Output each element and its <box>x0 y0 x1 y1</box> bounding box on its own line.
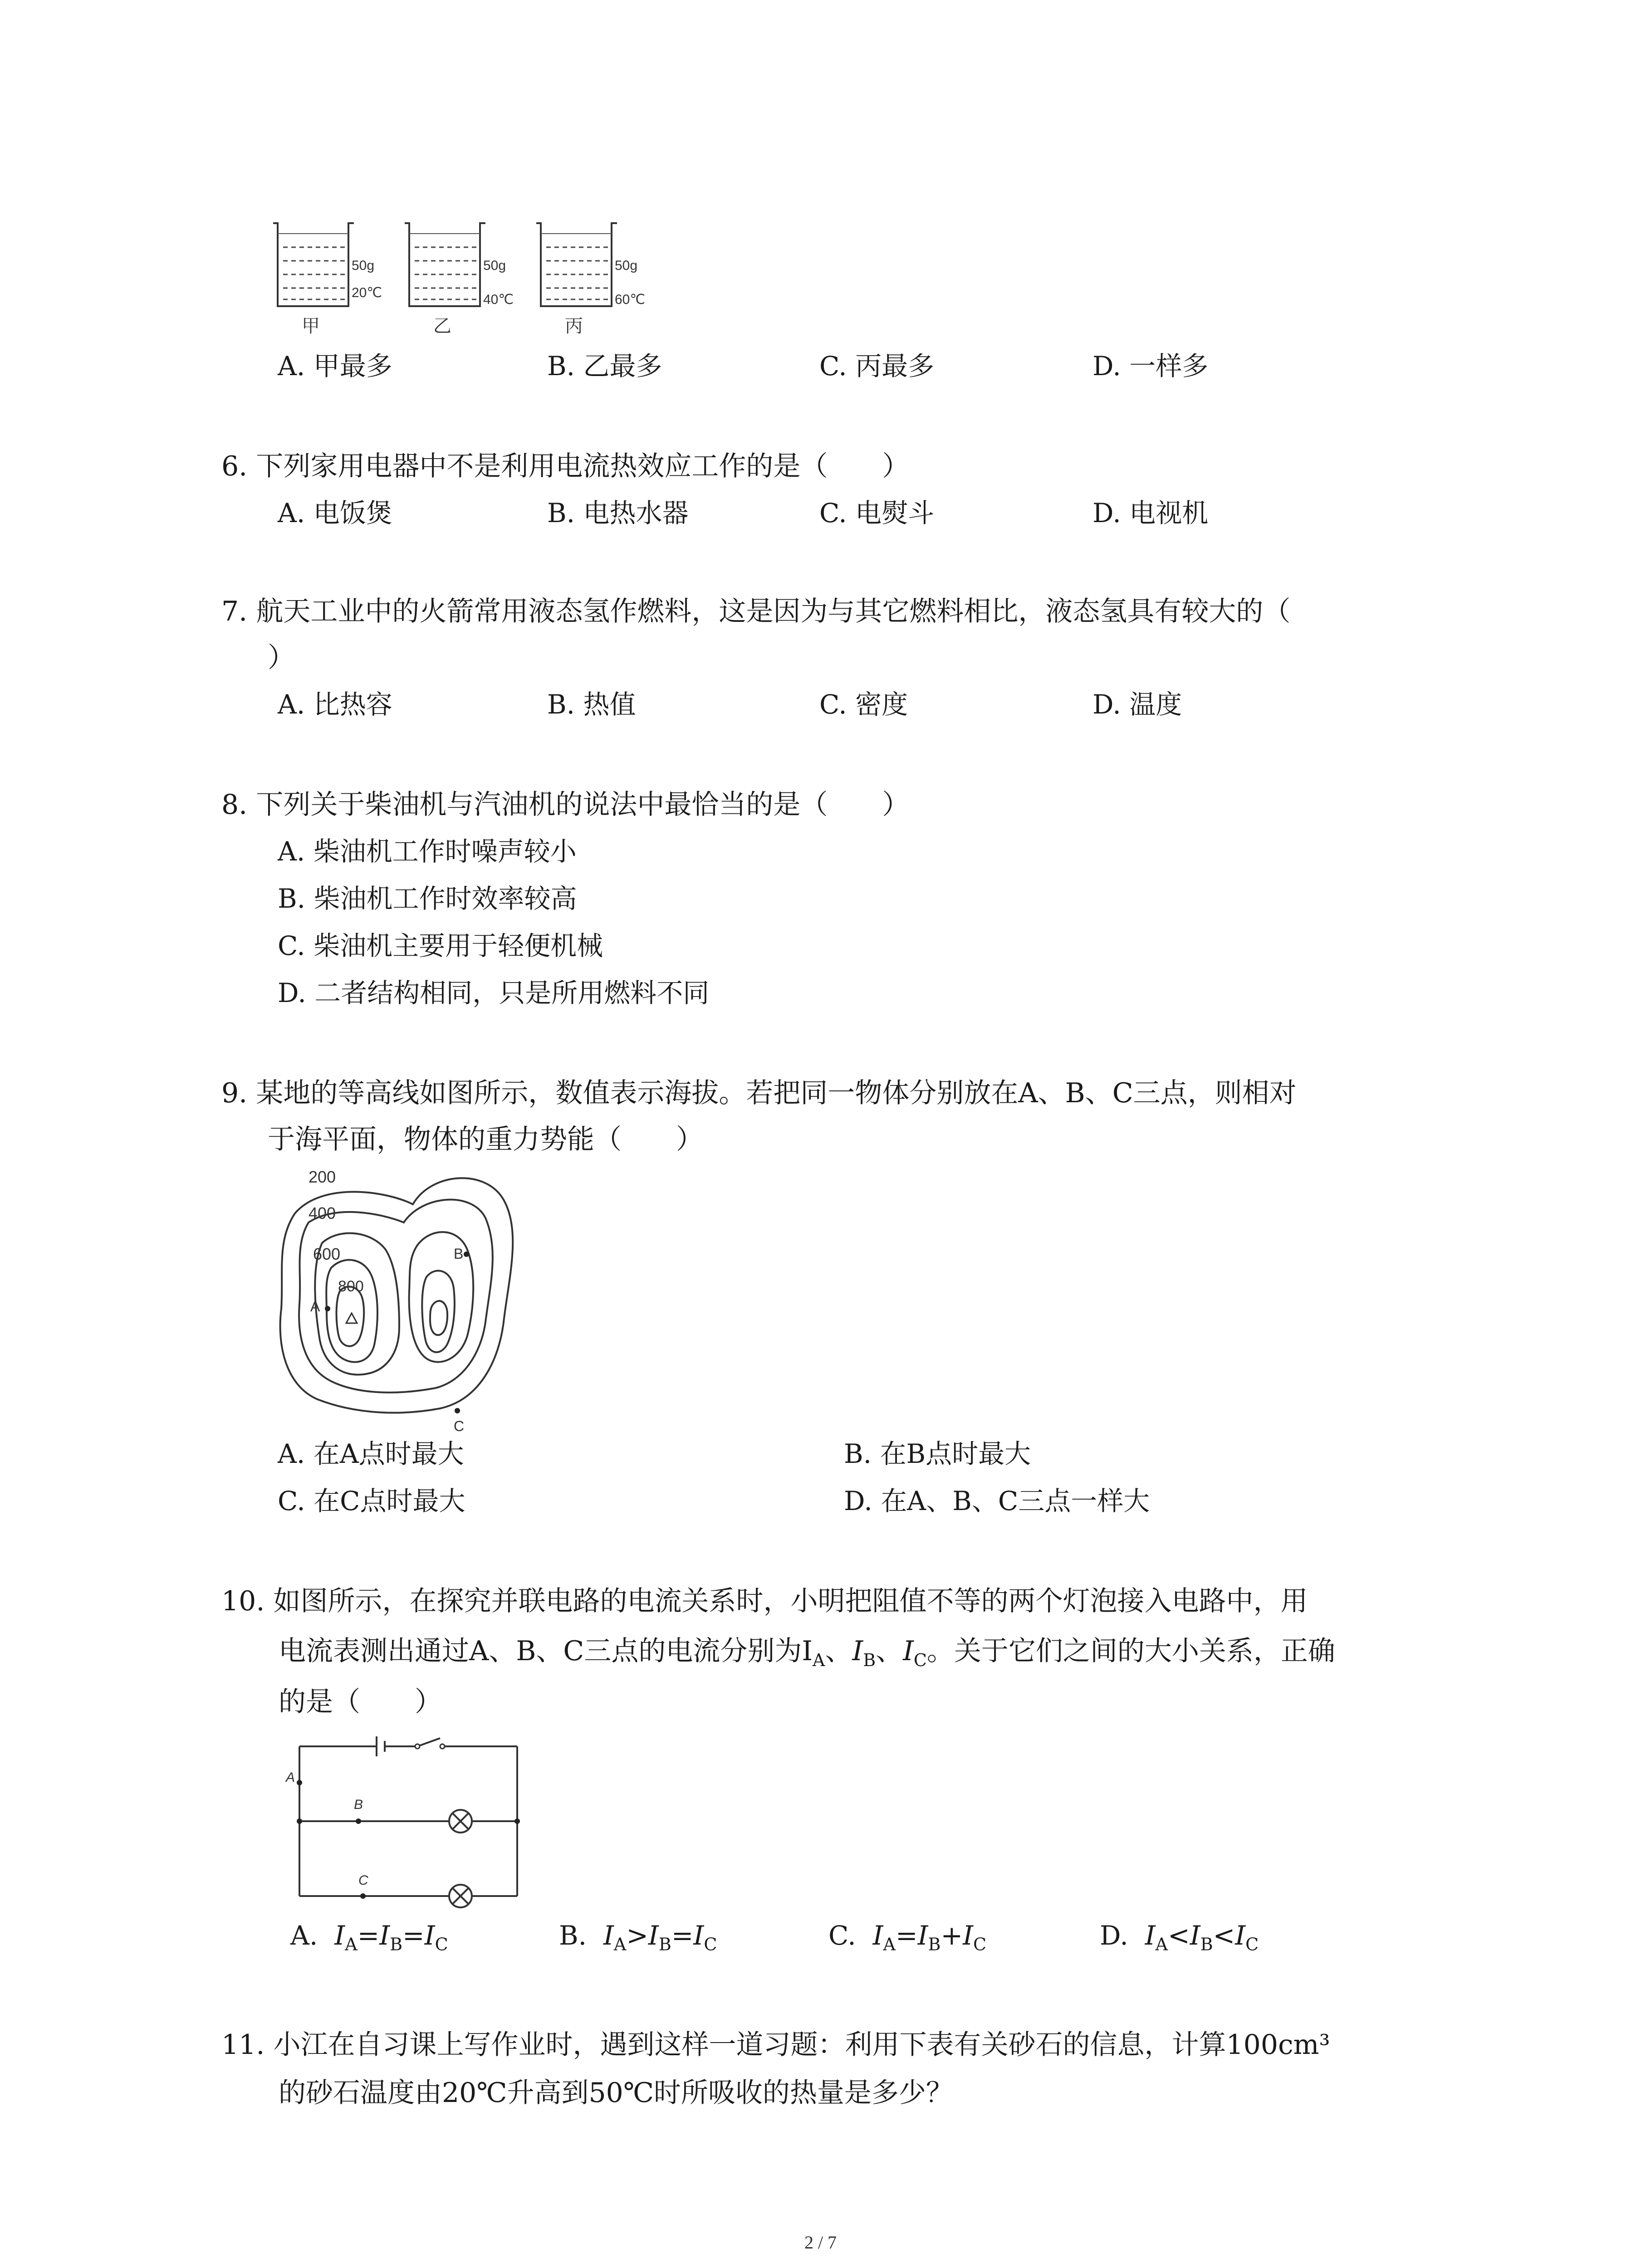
q7-stem-line1: 7. 航天工业中的火箭常用液态氢作燃料，这是因为与其它燃料相比，液态氢具有较大的（ <box>221 596 1291 627</box>
q9-option-d[interactable]: D. 在A、B、C三点一样大 <box>844 1486 1150 1516</box>
beaker-yi <box>405 223 514 336</box>
point-a-label: A <box>310 1298 320 1315</box>
q8-stem: 8. 下列关于柴油机与汽油机的说法中最恰当的是（ ） <box>221 789 910 821</box>
point-b <box>464 1251 469 1257</box>
q6-option-d[interactable]: D. 电视机 <box>1092 498 1209 528</box>
q9-option-b[interactable]: B. 在B点时最大 <box>844 1438 1031 1469</box>
beaker-mass: 50g <box>615 258 638 273</box>
q10-option-b[interactable]: B. $I_A>I_B=I_C$ <box>559 1920 717 1955</box>
summit-triangle-icon <box>346 1313 357 1323</box>
contour-label-400: 400 <box>309 1204 336 1222</box>
q9-stem-line1: 9. 某地的等高线如图所示，数值表示海拔。若把同一物体分别放在A、B、C三点，则相对 <box>221 1077 1297 1109</box>
beaker-mass: 50g <box>483 258 506 273</box>
q7-option-b[interactable]: B. 热值 <box>547 689 636 720</box>
q7-option-c[interactable]: C. 密度 <box>819 689 908 720</box>
q11-stem-line1: 11. 小江在自习课上写作业时，遇到这样一道习题：利用下表有关砂石的信息，计算100cm³ <box>221 2029 1330 2061</box>
q8-option-a[interactable]: A. 柴油机工作时噪声较小 <box>278 836 577 867</box>
point-a <box>325 1306 330 1311</box>
q9-stem-line2: 于海平面，物体的重力势能（ ） <box>268 1124 703 1155</box>
q10-stem-line2-text: 电流表测出通过A、B、C三点的电流分别为I <box>279 1635 813 1667</box>
q10-option-b-letter: B. <box>559 1920 587 1951</box>
q6-option-b[interactable]: B. 电热水器 <box>547 498 689 528</box>
switch-lever <box>417 1738 440 1746</box>
beaker-temp: 60℃ <box>615 292 646 307</box>
point-b-label: B <box>454 1246 464 1262</box>
q7-stem-line2: ） <box>268 642 295 674</box>
q5-option-b[interactable]: B. 乙最多 <box>547 351 662 381</box>
q6-stem: 6. 下列家用电器中不是利用电流热效应工作的是（ ） <box>221 450 910 482</box>
q9-option-c[interactable]: C. 在C点时最大 <box>278 1486 465 1516</box>
beaker-bing <box>536 223 645 336</box>
point-c-label: C <box>454 1418 465 1434</box>
beaker-mass: 50g <box>352 258 375 273</box>
q8-option-d[interactable]: D. 二者结构相同，只是所用燃料不同 <box>278 978 710 1008</box>
beaker-jia <box>273 223 382 336</box>
q5-option-a[interactable]: A. 甲最多 <box>278 351 392 381</box>
contour-label-200: 200 <box>309 1168 336 1186</box>
beaker-label: 丙 <box>565 316 583 336</box>
q6-option-a[interactable]: A. 电饭煲 <box>278 498 392 528</box>
q10-option-d-letter: D. <box>1100 1920 1128 1951</box>
point-c <box>360 1893 366 1899</box>
point-a <box>297 1780 302 1785</box>
q10-option-a[interactable]: A. $I_A=I_B=I_C$ <box>290 1920 448 1955</box>
q8-option-b[interactable]: B. 柴油机工作时效率较高 <box>278 883 577 914</box>
page-number: 2 / 7 <box>804 2232 837 2253</box>
q7-option-d[interactable]: D. 温度 <box>1092 689 1182 720</box>
beaker-label: 甲 <box>302 316 320 336</box>
beaker-temp: 40℃ <box>483 292 514 307</box>
point-a-label: A <box>286 1770 295 1785</box>
beaker-label: 乙 <box>433 316 451 336</box>
contour-label-800: 800 <box>338 1278 364 1295</box>
q8-option-c[interactable]: C. 柴油机主要用于轻便机械 <box>278 930 603 961</box>
q10-option-a-letter: A. <box>290 1920 318 1951</box>
circuit-diagram <box>272 1728 535 1910</box>
q10-stem-line2: 电流表测出通过A、B、C三点的电流分别为$I_A$、$I_B$、$I_C$。关于它们之间的大小关系，正确 <box>279 1635 1335 1670</box>
q11-stem-line2: 的砂石温度由20℃升高到50℃时所吸收的热量是多少？ <box>279 2077 953 2109</box>
contour-label-600: 600 <box>313 1245 341 1263</box>
point-c-label: C <box>358 1873 368 1888</box>
q7-option-a[interactable]: A. 比热容 <box>278 689 392 720</box>
q10-option-c-letter: C. <box>828 1920 856 1951</box>
q6-option-c[interactable]: C. 电熨斗 <box>819 498 935 528</box>
q10-stem-line3: 的是（ ） <box>279 1686 442 1718</box>
q10-option-d[interactable]: D. $I_A<I_B<I_C$ <box>1100 1920 1259 1955</box>
q5-option-d[interactable]: D. 一样多 <box>1092 351 1209 381</box>
q10-option-c[interactable]: C. $I_A=I_B+I_C$ <box>828 1920 987 1955</box>
beakers-figure <box>268 213 676 345</box>
beaker-temp: 20℃ <box>352 285 382 300</box>
q10-stem-line2-tail: 。关于它们之间的大小关系，正确 <box>926 1635 1335 1667</box>
point-c <box>455 1408 460 1413</box>
point-b <box>356 1818 361 1824</box>
point-b-label: B <box>354 1797 363 1812</box>
contour-map <box>268 1163 540 1436</box>
q10-stem-line1: 10. 如图所示，在探究并联电路的电流关系时，小明把阻值不等的两个灯泡接入电路中，用 <box>221 1585 1308 1617</box>
q5-option-c[interactable]: C. 丙最多 <box>819 351 935 381</box>
q9-option-a[interactable]: A. 在A点时最大 <box>278 1438 464 1469</box>
